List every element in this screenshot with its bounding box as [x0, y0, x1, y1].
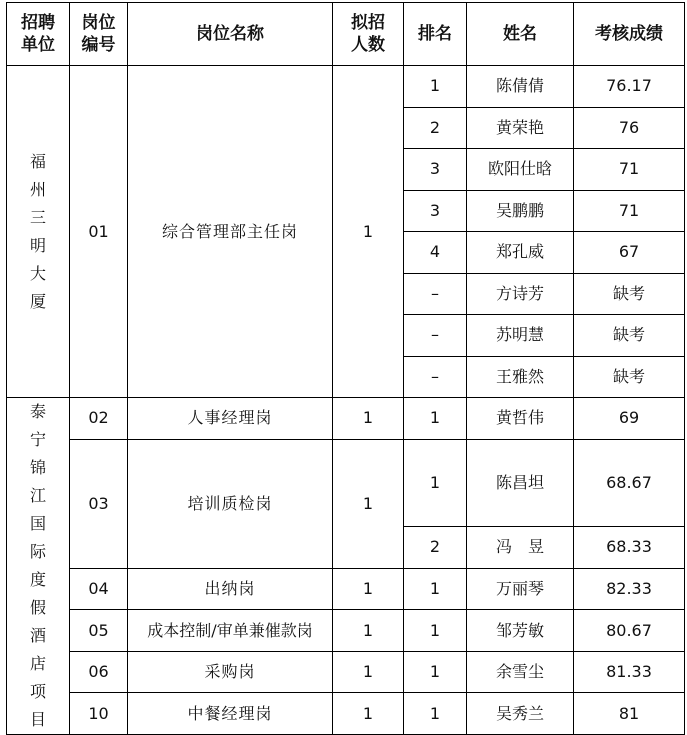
post-cell: 出纳岗 — [128, 568, 333, 610]
name-cell: 吴鹏鹏 — [467, 190, 574, 232]
score-cell: 68.67 — [574, 439, 685, 526]
header-plan: 拟招人数 — [333, 3, 404, 66]
code-cell: 03 — [70, 439, 128, 568]
rank-cell: 2 — [404, 107, 467, 149]
table-row — [7, 610, 685, 652]
code-cell: 02 — [70, 398, 128, 440]
header-row — [7, 3, 685, 66]
post-cell: 人事经理岗 — [128, 398, 333, 440]
plan-cell: 1 — [333, 439, 404, 568]
rank-cell: 3 — [404, 190, 467, 232]
name-cell: 欧阳仕晗 — [467, 149, 574, 191]
name-cell: 余雪尘 — [467, 651, 574, 693]
name-cell: 黄荣艳 — [467, 107, 574, 149]
score-cell: 67 — [574, 232, 685, 274]
rank-cell: – — [404, 273, 467, 315]
name-cell: 邹芳敏 — [467, 610, 574, 652]
name-cell: 郑孔威 — [467, 232, 574, 274]
name-cell: 苏明慧 — [467, 315, 574, 357]
code-cell: 06 — [70, 651, 128, 693]
rank-cell: 3 — [404, 149, 467, 191]
header-unit: 招聘单位 — [7, 3, 70, 66]
table-row — [7, 439, 685, 526]
plan-cell: 1 — [333, 610, 404, 652]
name-cell: 方诗芳 — [467, 273, 574, 315]
score-cell: 80.67 — [574, 610, 685, 652]
rank-cell: 1 — [404, 66, 467, 108]
rank-cell: 1 — [404, 651, 467, 693]
name-cell: 陈倩倩 — [467, 66, 574, 108]
score-cell: 82.33 — [574, 568, 685, 610]
unit-cell: 福州三明大厦 — [7, 66, 70, 398]
score-cell: 缺考 — [574, 273, 685, 315]
rank-cell: – — [404, 315, 467, 357]
score-cell: 81 — [574, 693, 685, 735]
header-post: 岗位名称 — [128, 3, 333, 66]
plan-cell: 1 — [333, 398, 404, 440]
plan-cell: 1 — [333, 651, 404, 693]
plan-cell: 1 — [333, 568, 404, 610]
score-cell: 76 — [574, 107, 685, 149]
code-cell: 05 — [70, 610, 128, 652]
rank-cell: 4 — [404, 232, 467, 274]
code-cell: 10 — [70, 693, 128, 735]
rank-cell: – — [404, 356, 467, 398]
header-code: 岗位编号 — [70, 3, 128, 66]
score-cell: 缺考 — [574, 356, 685, 398]
results-table — [6, 2, 685, 735]
rank-cell: 1 — [404, 610, 467, 652]
post-cell: 培训质检岗 — [128, 439, 333, 568]
table-row — [7, 693, 685, 735]
score-cell: 缺考 — [574, 315, 685, 357]
plan-cell: 1 — [333, 693, 404, 735]
name-cell: 王雅然 — [467, 356, 574, 398]
header-name: 姓名 — [467, 3, 574, 66]
unit-cell: 泰宁锦江国际度假酒店项目 — [7, 398, 70, 735]
score-cell: 76.17 — [574, 66, 685, 108]
name-cell: 吴秀兰 — [467, 693, 574, 735]
post-cell: 成本控制/审单兼催款岗 — [128, 610, 333, 652]
table-row — [7, 568, 685, 610]
score-cell: 71 — [574, 190, 685, 232]
table-row — [7, 66, 685, 108]
rank-cell: 1 — [404, 568, 467, 610]
name-cell: 陈昌坦 — [467, 439, 574, 526]
score-cell: 68.33 — [574, 527, 685, 569]
plan-cell: 1 — [333, 66, 404, 398]
code-cell: 01 — [70, 66, 128, 398]
code-cell: 04 — [70, 568, 128, 610]
score-cell: 81.33 — [574, 651, 685, 693]
name-cell: 黄哲伟 — [467, 398, 574, 440]
table-row — [7, 651, 685, 693]
name-cell: 万丽琴 — [467, 568, 574, 610]
rank-cell: 1 — [404, 439, 467, 526]
post-cell: 中餐经理岗 — [128, 693, 333, 735]
table-row — [7, 398, 685, 440]
rank-cell: 1 — [404, 398, 467, 440]
rank-cell: 1 — [404, 693, 467, 735]
header-score: 考核成绩 — [574, 3, 685, 66]
rank-cell: 2 — [404, 527, 467, 569]
score-cell: 71 — [574, 149, 685, 191]
score-cell: 69 — [574, 398, 685, 440]
header-rank: 排名 — [404, 3, 467, 66]
post-cell: 综合管理部主任岗 — [128, 66, 333, 398]
post-cell: 采购岗 — [128, 651, 333, 693]
name-cell: 冯 昱 — [467, 527, 574, 569]
